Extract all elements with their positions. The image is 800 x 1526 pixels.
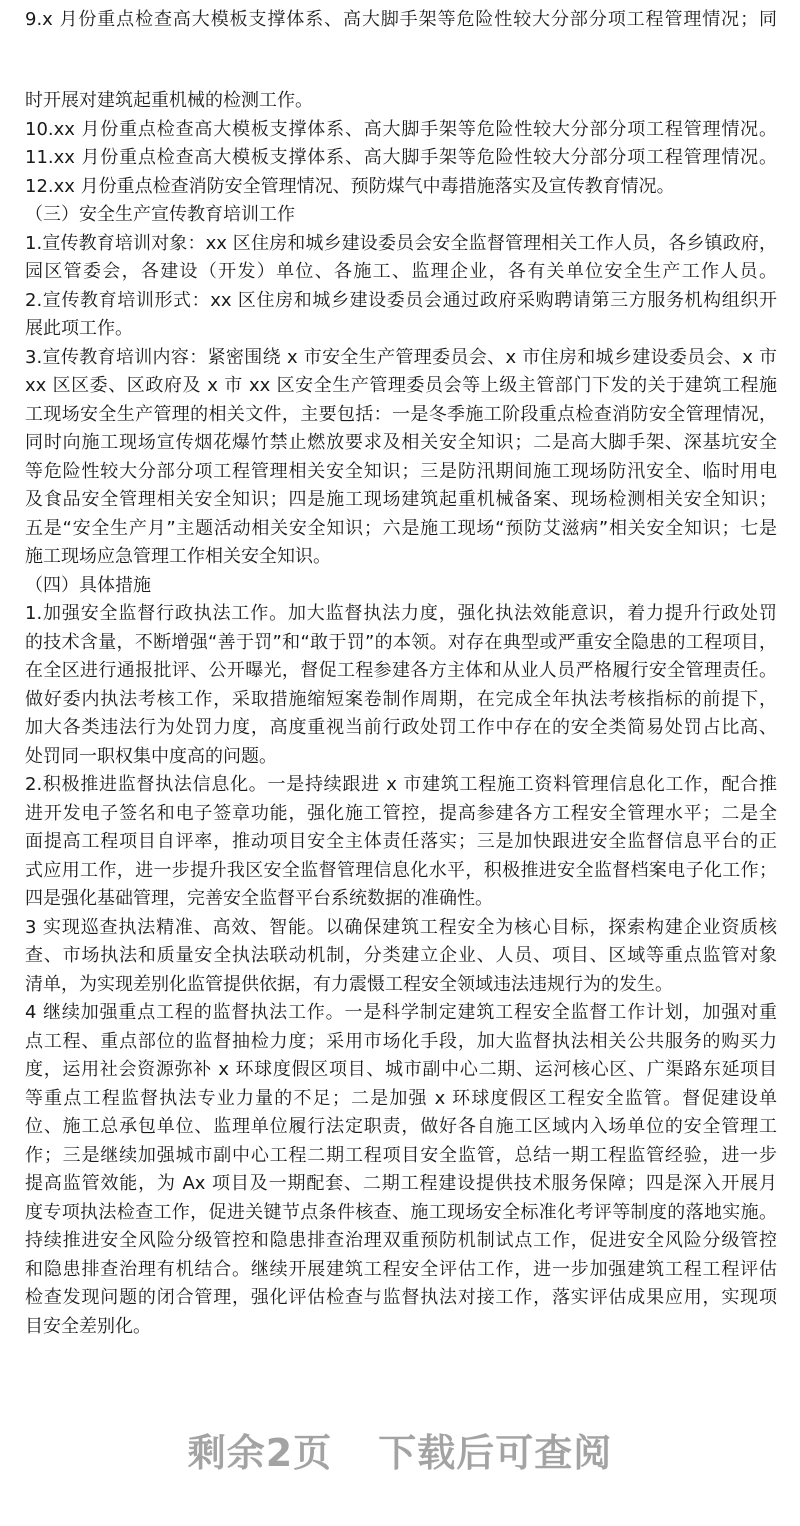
document-line: 4 继续加强重点工程的监督执法工作。一是科学制定建筑工程安全监督工作计划，加强对重	[25, 1002, 777, 1023]
download-to-view-label[interactable]: 下载后可查阅	[378, 1431, 613, 1475]
document-line: xx 区区委、区政府及 x 市 xx 区安全生产管理委员会等上级主管部门下发的关于建筑工程施	[25, 375, 777, 396]
document-line: 度专项执法检查工作，促进关键节点条件核查、施工现场安全标准化考评等制度的落地实施。	[25, 1201, 777, 1223]
document-line: 检查发现问题的闭合管理，强化评估检查与监督执法对接工作，落实评估成果应用，实现项	[25, 1287, 777, 1308]
download-prompt[interactable]	[0, 1422, 800, 1477]
document-line: 9.x 月份重点检查高大模板支撑体系、高大脚手架等危险性较大分部分项工程管理情况；同	[25, 9, 777, 30]
document-line: 点工程、重点部位的监督抽检力度；采用市场化手段，加大监督执法相关公共服务的购买力	[25, 1030, 777, 1052]
document-line: 清单，为实现差别化监管提供依据，有力震慑工程安全领域违法违规行为的发生。	[25, 973, 673, 995]
document-line: 施工现场应急管理工作相关安全知识。	[25, 546, 331, 567]
document-line: 位、施工总承包单位、监理单位履行法定职责，做好各自施工区域内入场单位的安全管理工	[25, 1116, 777, 1137]
document-line: 目安全差别化。	[25, 1315, 151, 1337]
document-line: 的技术含量，不断增强“善于罚”和“敢于罚”的本领。对存在典型或严重安全隐患的工程项目，	[25, 631, 777, 653]
document-line: 做好委内执法考核工作，采取措施缩短案卷制作周期，在完成全年执法考核指标的前提下，	[25, 688, 777, 710]
document-line: 和隐患排查治理有机结合。继续开展建筑工程安全评估工作，进一步加强建筑工程工程评估	[25, 1258, 777, 1280]
document-line: 加大各类违法行为处罚力度，高度重视当前行政处罚工作中存在的安全类简易处罚占比高、	[25, 717, 777, 738]
document-line: 式应用工作，进一步提升我区安全监督管理信息化水平，积极推进安全监督档案电子化工作；	[25, 859, 777, 881]
remaining-pages-label[interactable]: 剩余2页	[187, 1431, 333, 1475]
document-line: 同时向施工现场宣传烟花爆竹禁止燃放要求及相关安全知识；二是高大脚手架、深基坑安全	[25, 432, 777, 453]
document-body	[25, 87, 777, 1341]
document-line: （四）具体措施	[25, 574, 151, 596]
document-line: 展此项工作。	[25, 318, 133, 339]
document-line: 等危险性较大分部分项工程管理相关安全知识；三是防汛期间施工现场防汛安全、临时用电	[25, 460, 777, 482]
document-line: （三）安全生产宣传教育培训工作	[25, 204, 295, 225]
document-line: 时开展对建筑起重机械的检测工作。	[25, 90, 313, 111]
document-line: 1.宣传教育培训对象：xx 区住房和城乡建设委员会安全监督管理相关工作人员，各乡镇政府，	[25, 232, 777, 254]
document-line: 面提高工程项目自评率，推动项目安全主体责任落实；三是加快跟进安全监督信息平台的正	[25, 831, 777, 852]
document-line: 2.积极推进监督执法信息化。一是持续跟进 x 市建筑工程施工资料管理信息化工作，配合推	[25, 774, 777, 795]
document-line: 四是强化基础管理，完善安全监督平台系统数据的准确性。	[25, 888, 493, 909]
document-top-block	[25, 6, 777, 35]
document-line: 10.xx 月份重点检查高大模板支撑体系、高大脚手架等危险性较大分部分项工程管理情况。	[25, 118, 777, 140]
document-line: 度，运用社会资源弥补 x 环球度假区项目、城市副中心二期、运河核心区、广渠路东延项目	[25, 1059, 777, 1080]
document-line: 持续推进安全风险分级管控和隐患排查治理双重预防机制试点工作，促进安全风险分级管控	[25, 1230, 777, 1251]
document-line: 查、市场执法和质量安全执法联动机制，分类建立企业、人员、项目、区域等重点监管对象	[25, 945, 777, 966]
document-line: 园区管委会，各建设（开发）单位、各施工、监理企业，各有关单位安全生产工作人员。	[25, 261, 777, 282]
document-line: 五是“安全生产月”主题活动相关安全知识；六是施工现场“预防艾滋病”相关安全知识；七是	[25, 517, 777, 539]
document-line: 在全区进行通报批评、公开曝光，督促工程参建各方主体和从业人员严格履行安全管理责任。	[25, 660, 777, 681]
document-line: 作；三是继续加强城市副中心工程二期工程项目安全监管，总结一期工程监管经验，进一步	[25, 1144, 777, 1166]
document-line: 处罚同一职权集中度高的问题。	[25, 745, 277, 767]
document-line: 3 实现巡查执法精准、高效、智能。以确保建筑工程安全为核心目标，探索构建企业资质核	[25, 916, 777, 938]
document-line: 提高监管效能，为 Ax 项目及一期配套、二期工程建设提供技术服务保障；四是深入开展月	[25, 1173, 777, 1194]
document-line: 11.xx 月份重点检查高大模板支撑体系、高大脚手架等危险性较大分部分项工程管理情况。	[25, 147, 777, 168]
document-line: 12.xx 月份重点检查消防安全管理情况、预防煤气中毒措施落实及宣传教育情况。	[25, 175, 675, 197]
document-line: 进开发电子签名和电子签章功能，强化施工管控，提高参建各方工程安全管理水平；二是全	[25, 802, 777, 824]
document-line: 2.宣传教育培训形式：xx 区住房和城乡建设委员会通过政府采购聘请第三方服务机构组织开	[25, 289, 777, 311]
document-line: 1.加强安全监督行政执法工作。加大监督执法力度，强化执法效能意识，着力提升行政处罚	[25, 603, 777, 624]
document-line: 工现场安全生产管理的相关文件，主要包括：一是冬季施工阶段重点检查消防安全管理情况，	[25, 403, 777, 425]
document-line: 等重点工程监督执法专业力量的不足；二是加强 x 环球度假区工程安全监管。督促建设单	[25, 1087, 777, 1109]
document-line: 及食品安全管理相关安全知识；四是施工现场建筑起重机械备案、现场检测相关安全知识；	[25, 489, 777, 510]
document-line: 3.宣传教育培训内容：紧密围绕 x 市安全生产管理委员会、x 市住房和城乡建设委员会、x 市	[25, 346, 777, 368]
